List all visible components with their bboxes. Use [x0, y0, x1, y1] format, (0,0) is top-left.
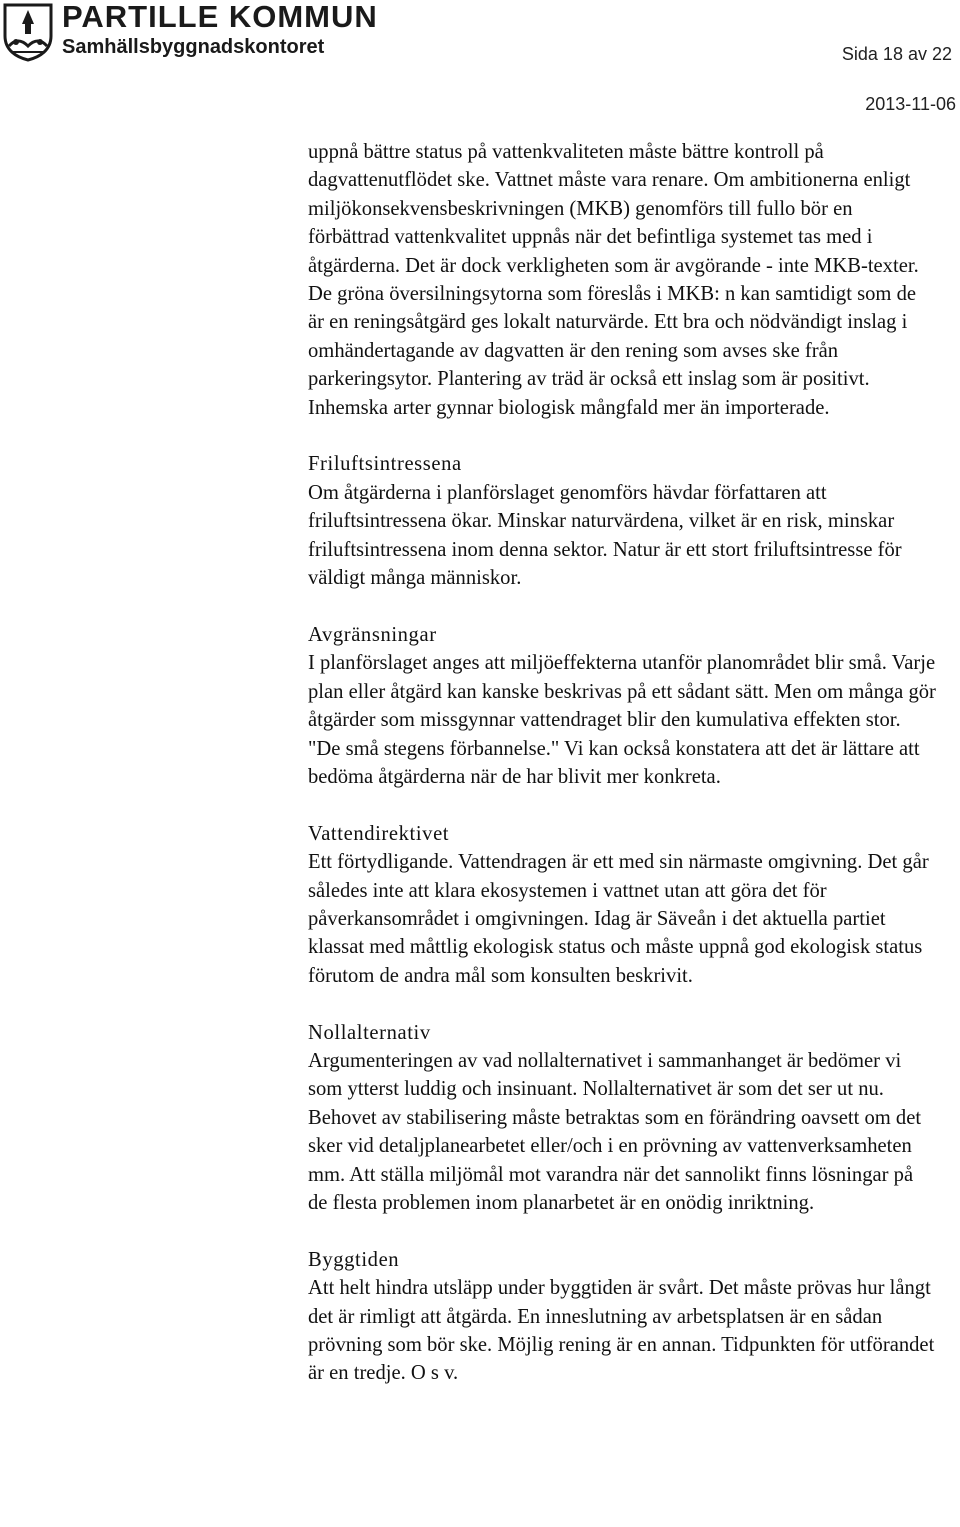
section-byggtiden [308, 1246, 936, 1388]
page-number: Sida 18 av 22 [841, 44, 952, 64]
section-heading: Nollalternativ [308, 1021, 431, 1044]
section-vattendirektivet [308, 820, 936, 990]
section-body: Om åtgärderna i planförslaget genomförs hävdar författaren att friluftsintressena ökar. Minskar naturvärdena, vilket är en risk, minskar friluftsintressena inom denna sektor. Natur är ett stort friluftsintresse för väldigt många människor. [308, 481, 902, 590]
section-body: I planförslaget anges att miljöeffekterna utanför planområdet blir små. Varje plan eller åtgärd kan kanske beskrivas på ett sådant sätt. Men om många gör åtgärder som missgynnar vattendraget blir den kumulativa effekten stor. "De små stegens förbannelse." Vi kan också konstatera att det är lättare att bedöma åtgärderna när de har blivit mer konkreta. [308, 652, 936, 788]
section-body: Att helt hindra utsläpp under byggtiden är svårt. Det måste prövas hur långt det är rimligt att åtgärda. En inneslutning av arbetsplatsen är en sådan prövning som bör ske. Möjlig rening är en annan. Tidpunkten för utförandet är en tredje. O s v. [308, 1277, 935, 1385]
intro-paragraph: uppnå bättre status på vattenkvaliteten måste bättre kontroll på dagvattenutflödet ske. Vattnet måste vara renare. Om ambitionerna enligt miljökonsekvensbeskrivningen (MKB) genomförs till fullo bör en förbättrad vattenkvalitet uppnås när det befintliga systemet tas med i åtgärderna. Det är dock verkligheten som är avgörande - inte MKB-texter. De gröna översilningsytorna som föreslås i MKB: n kan samtidigt som de är en reningsåtgärd ges lokalt naturvärde. Ett bra och nödvändigt inslag i omhändertagande av dagvatten är den rening som avses ske från parkeringsytor. Plantering av träd är också ett inslag som är positivt. Inhemska arter gynnar biologisk mångfald mer än importerade. [308, 141, 919, 419]
section-body: Argumenteringen av vad nollalternativet i sammanhanget är bedömer vi som ytterst luddig och insinuant. Nollalternativet är som det ser ut nu. Behovet av stabilisering måste betraktas som en förändring oavsett om det sker vid detaljplanearbetet eller/och i en prövning av vattenverksamheten mm. Att ställa miljömål mot varandra när det sannolikt finns lösningar på de flesta problemen inom planarbetet är en onödig inriktning. [308, 1049, 922, 1214]
section-heading: Friluftsintressena [308, 453, 462, 476]
section-avgransningar [308, 621, 936, 791]
section-heading: Byggtiden [308, 1248, 400, 1271]
department-name: Samhällsbyggnadskontoret [62, 36, 325, 58]
page-header [0, 0, 960, 114]
document-body [308, 138, 936, 1388]
document-date: 2013-11-06 [865, 94, 956, 114]
municipal-crest-icon [2, 2, 54, 62]
section-body: Ett förtydligande. Vattendragen är ett med sin närmaste omgivning. Det går således inte att klara ekosystemen i vattnet utan att göra det för påverkansområdet i omgivningen. Idag är Säveån i det aktuella partiet klassat med måttlig ekologisk status och måste uppnå god ekologisk status förutom de andra mål som konsulten beskrivit. [308, 851, 929, 987]
section-friluftsintressena [308, 450, 936, 592]
section-nollalternativ [308, 1019, 936, 1218]
section-heading: Avgränsningar [308, 623, 437, 646]
section-heading: Vattendirektivet [308, 822, 450, 845]
organization-name: PARTILLE KOMMUN [62, 0, 378, 34]
